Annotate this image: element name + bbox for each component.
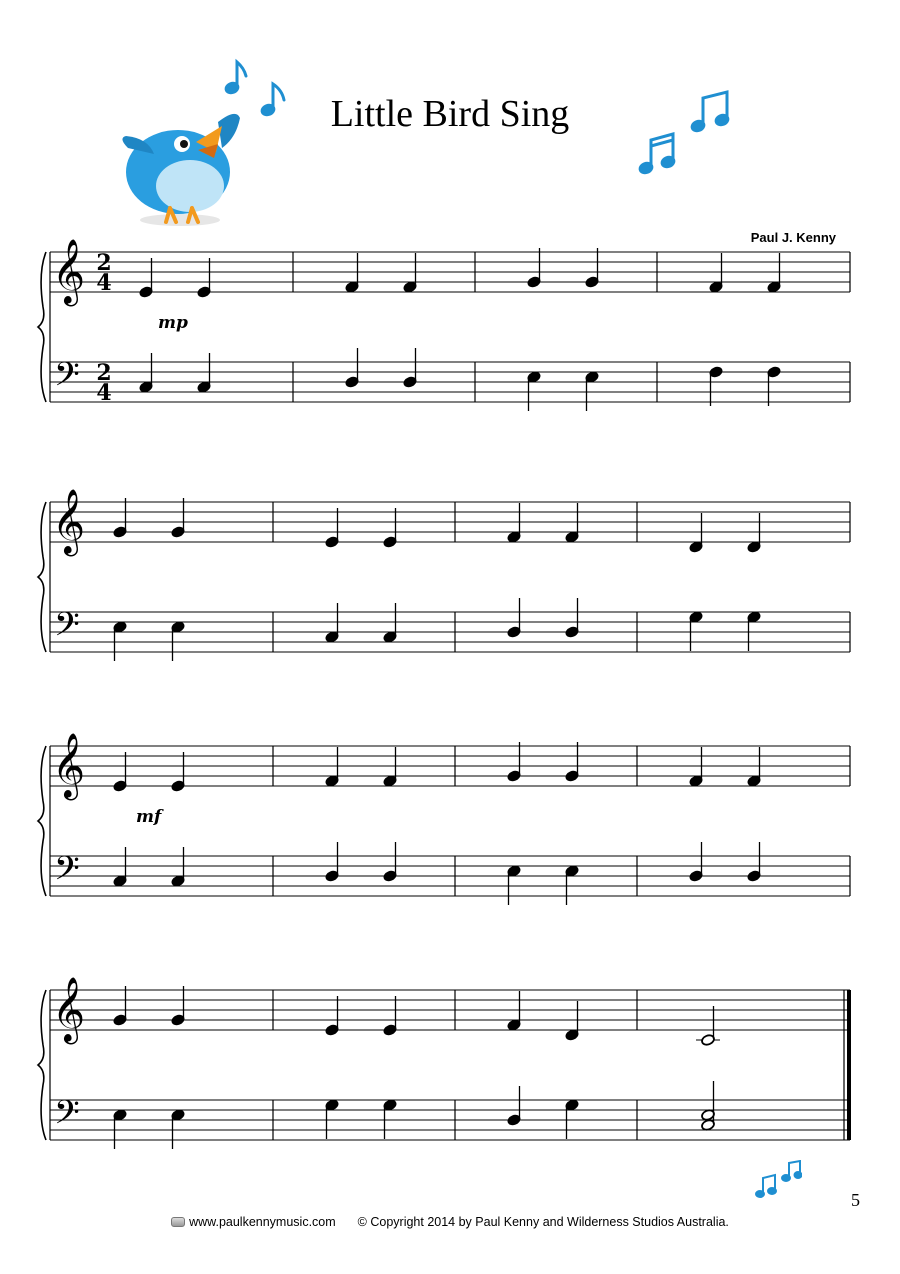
time-signature: 4: [96, 380, 112, 406]
time-signature: 2: [96, 360, 112, 386]
copyright-notice: © Copyright 2014 by Paul Kenny and Wilderness Studios Australia.: [357, 1215, 729, 1229]
cd-icon: [171, 1217, 185, 1227]
website-link[interactable]: www.paulkennymusic.com: [189, 1215, 336, 1229]
bass-clef: 𝄢: [54, 1094, 80, 1140]
treble-clef: 𝄞: [52, 489, 86, 554]
page-number: 5: [851, 1190, 860, 1210]
treble-clef: 𝄞: [52, 733, 86, 798]
page-title: Little Bird Sing: [330, 93, 570, 135]
composer-credit: Paul J. Kenny: [750, 230, 836, 245]
staff-brace: [38, 746, 46, 896]
treble-clef: 𝄞: [52, 239, 86, 304]
staff-brace: [38, 990, 46, 1140]
bass-clef: 𝄢: [54, 356, 80, 402]
staff-brace: [38, 252, 46, 402]
time-signature: 4: [96, 270, 112, 296]
page-footer: [0, 1215, 900, 1229]
dynamic-marking: mf: [136, 807, 162, 827]
dynamic-marking: mp: [158, 313, 188, 333]
treble-clef: 𝄞: [52, 977, 86, 1042]
bass-clef: 𝄢: [54, 606, 80, 652]
staff-brace: [38, 502, 46, 652]
time-signature: 2: [96, 250, 112, 276]
bass-clef: 𝄢: [54, 850, 80, 896]
